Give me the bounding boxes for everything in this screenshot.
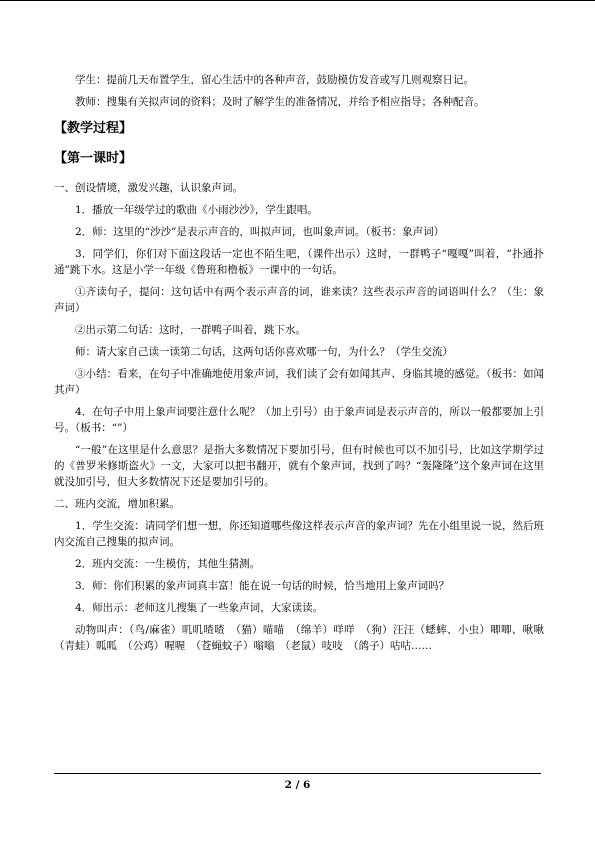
section1-title: 一、创设情境，激发兴趣，认识象声词。 <box>54 182 243 194</box>
section1-para: 2．师：这里的“沙沙”是表示声音的，叫拟声词，也叫象声词。（板书：象声词） <box>75 226 445 238</box>
section2-para: 2．班内交流：一生模仿，其他生猜测。 <box>75 558 261 570</box>
section2-para: 3．师：你们积累的象声词真丰富！能在说一句话的时候，恰当地用上象声词吗？ <box>75 580 450 592</box>
section1-para: ②出示第二句话：这时，一群鸭子叫着，跳下水。 <box>75 324 306 336</box>
document-body <box>54 72 555 660</box>
section1-para: 1．播放一年级学过的歌曲《小雨沙沙》，学生跟唱。 <box>75 204 318 216</box>
prep-students: 学生：提前几天布置学生，留心生活中的各种声音，鼓励模仿发音或写几则观察日记。 <box>75 74 474 86</box>
section1-para: ③小结：看来，在句子中准确地使用象声词，我们读了会有如闻其声、身临其境的感觉。（板书：如闻其声） <box>54 368 544 396</box>
page-footer <box>0 779 595 791</box>
prep-teacher: 教师：搜集有关拟声词的资料；及时了解学生的准备情况，并给予相应指导；各种配音。 <box>75 96 485 108</box>
footer-divider <box>54 773 541 774</box>
animal-sounds-list: 动物叫声：（鸟/麻雀）叽叽喳喳 （猫）喵喵 （绵羊）咩咩 （狗）汪汪（蟋蟀、小虫）唧唧、啾啾 （青蛙）呱呱 （公鸡）喔喔 （苍蝇蚊子）嗡嗡 （老鼠）吱吱 （鸽子）咕咕…… <box>54 624 555 652</box>
section1-para: ①齐读句子，提问：这句话中有两个表示声音的词，谁来读？这些表示声音的词语叫什么？（生：象声词） <box>54 286 544 314</box>
heading-first-lesson: 【第一课时】 <box>54 151 133 166</box>
section1-para: 师：请大家自己读一读第二句话，这两句话你喜欢哪一句，为什么？（学生交流） <box>75 346 453 358</box>
section2-title: 二、班内交流，增加积累。 <box>54 498 180 510</box>
section2-para: 1．学生交流：请同学们想一想，你还知道哪些像这样表示声音的象声词？先在小组里说一说，然后班内交流自己搜集的拟声词。 <box>54 520 544 548</box>
section1-para: “一般”在这里是什么意思？是指大多数情况下要加引号，但有时候也可以不加引号，比如这学期学过的《普罗米修斯盗火》一文，大家可以把书翻开，就有个象声词，找到了吗？“轰隆隆”这个象声词在这里就没加引号，但大多数情况下还是要加引号的。 <box>54 444 544 488</box>
section1-para: 4．在句子中用上象声词要注意什么呢？（加上引号）由于象声词是表示声音的，所以一般都要加上引号。（板书：“”） <box>54 406 544 434</box>
heading-teaching-process: 【教学过程】 <box>54 121 133 136</box>
section2-para: 4．师出示：老师这儿搜集了一些象声词，大家读读。 <box>75 602 324 614</box>
section1-para: 3．同学们，你们对下面这段话一定也不陌生吧，（课件出示）这时，一群鸭子“嘎嘎”叫着，“扑通扑通”跳下水。这是小学一年级《鲁班和橹板》一课中的一句话。 <box>54 248 544 276</box>
top-border-line <box>0 0 595 1</box>
page-number: 2 / 6 <box>284 779 311 791</box>
